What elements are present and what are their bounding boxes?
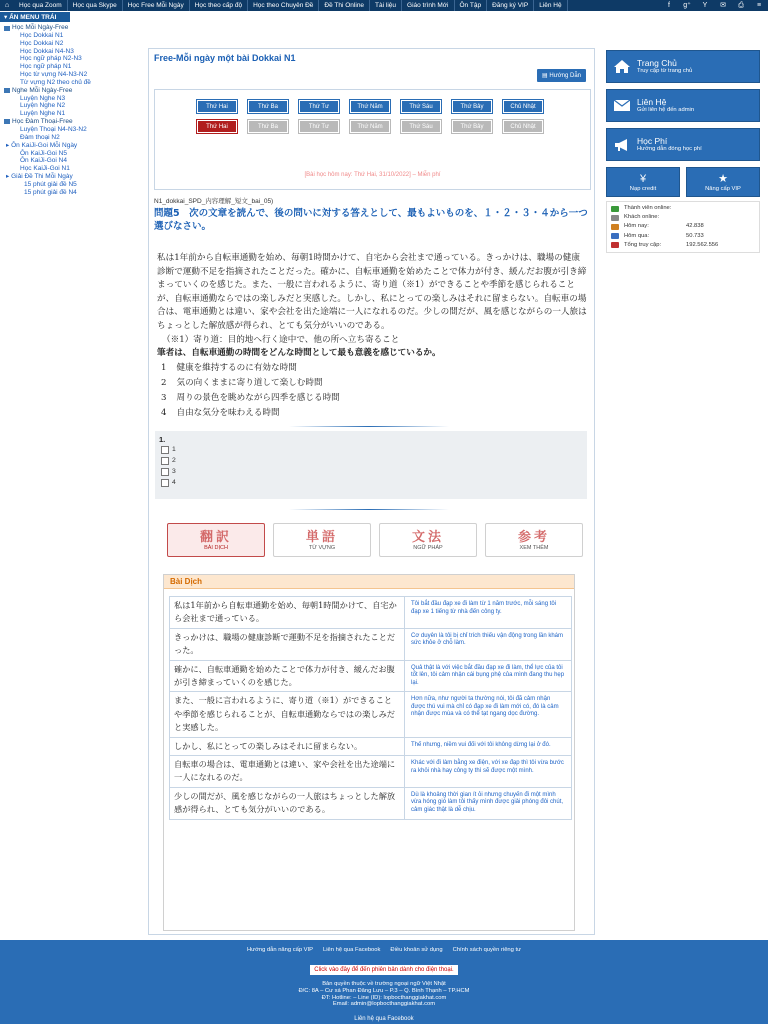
- tab-kanji: 参考: [517, 529, 550, 545]
- social-icon[interactable]: ✉: [720, 2, 726, 9]
- footer-link[interactable]: Chính sách quyền riêng tư: [452, 947, 521, 953]
- menu-group[interactable]: ▸ Giải Đề Thi Mỗi Ngày: [6, 172, 73, 180]
- translation-row: [170, 737, 572, 755]
- stat-icon: [611, 215, 619, 221]
- tab-bài-dịch[interactable]: [167, 523, 265, 557]
- option-text: 健康を維持するのに有効な時間: [176, 362, 297, 373]
- home-link-button[interactable]: [606, 50, 760, 83]
- day-button[interactable]: Thứ Bảy: [452, 100, 492, 113]
- menu-item[interactable]: Ôn KaiJi-Goi N4: [20, 157, 67, 165]
- stat-icon: [611, 206, 619, 212]
- vietnamese-translation: Khác với đi làm bằng xe điện, với xe đạp thì tôi vừa bước ra khỏi nhà hay công ty thì sẽ được một mình.: [405, 756, 572, 788]
- tab-từ-vựng[interactable]: [273, 523, 371, 557]
- menu-item[interactable]: Luyện Nghe N1: [20, 110, 66, 118]
- vietnamese-translation: Thế nhưng, niềm vui đối với tôi không dừng lại ở đó.: [405, 737, 572, 755]
- option-row: [157, 406, 587, 421]
- home-link-title: Trang Chủ: [637, 58, 677, 68]
- day-button[interactable]: Thứ Ba: [248, 100, 288, 113]
- question-id: N1_dokkai_SPD_内容理解_短文_bai_05): [154, 198, 274, 205]
- folder-icon: [4, 88, 10, 93]
- guide-label: Hướng Dẫn: [549, 73, 581, 79]
- menu-item[interactable]: Học Dokkai N4-N3: [20, 47, 74, 55]
- top-menu-item[interactable]: Học qua Skype: [68, 0, 123, 11]
- hide-menu-label: ẨN MENU TRÁI: [9, 14, 57, 21]
- translation-title: Bài Dịch: [164, 575, 574, 589]
- choice-label: 4: [172, 479, 176, 486]
- day-button-disabled[interactable]: Thứ Tư: [299, 120, 339, 133]
- option-number: 4: [161, 407, 167, 418]
- choice-label: 1: [172, 446, 176, 453]
- answer-question-number: 1.: [159, 435, 166, 444]
- tab-xem-thêm[interactable]: [485, 523, 583, 557]
- japanese-sentence: しかし、私にとっての楽しみはそれに留まらない。: [170, 737, 405, 755]
- menu-group[interactable]: [4, 87, 140, 95]
- translation-table: [169, 596, 572, 820]
- answer-choices: [155, 444, 587, 488]
- menu-item[interactable]: Luyện Nghe N3: [20, 94, 66, 102]
- japanese-sentence: 確かに、自転車通勤を始めたことで体力が付き、緩んだお腹が引き締まっていくのを感じた。: [170, 660, 405, 692]
- top-menu-item[interactable]: Học qua Zoom: [14, 0, 68, 11]
- folder-icon: [4, 119, 10, 124]
- top-menu-item[interactable]: Học Free Mỗi Ngày: [123, 0, 190, 11]
- social-icon[interactable]: ≡: [756, 2, 762, 9]
- social-icon[interactable]: g⁺: [683, 2, 691, 9]
- checkbox[interactable]: [161, 457, 169, 465]
- option-number: 2: [161, 377, 167, 388]
- question-stem: 筆者は、自転車通勤の時間をどんな時間として最も意義を感じているか。: [157, 348, 441, 359]
- answer-choice[interactable]: [155, 466, 587, 477]
- footer-links: [0, 940, 768, 953]
- weekly-schedule: [154, 89, 591, 190]
- mobile-version-link[interactable]: Click vào đây để đến phiên bản dành cho điện thoại.: [310, 965, 457, 975]
- top-menu: [14, 0, 568, 11]
- tab-ngữ-pháp[interactable]: [379, 523, 477, 557]
- right-sidebar: [606, 50, 760, 253]
- hide-menu-button[interactable]: ▾ ẨN MENU TRÁI: [0, 12, 70, 22]
- top-menu-item[interactable]: Ôn Tập: [455, 0, 488, 11]
- tab-kanji: 翻訳: [199, 529, 232, 545]
- japanese-sentence: 私は1年前から自転車通勤を始め、毎朝1時間かけて、自宅から会社まで通っている。: [170, 597, 405, 629]
- option-text: 気の向くままに寄り道して楽しむ時間: [176, 377, 323, 388]
- footer-facebook-link[interactable]: Liên hệ qua Facebook: [354, 1016, 414, 1023]
- translation-row: [170, 660, 572, 692]
- checkbox[interactable]: [161, 468, 169, 476]
- translation-row: [170, 787, 572, 819]
- tab-label: TỪ VỰNG: [308, 544, 336, 551]
- footer-link[interactable]: Hướng dẫn nâng cấp VIP: [247, 947, 314, 953]
- translation-row: [170, 756, 572, 788]
- social-icon[interactable]: Y: [702, 2, 708, 9]
- menu-item[interactable]: Học KaiJi-Goi N1: [20, 165, 70, 173]
- home-icon[interactable]: ⌂: [4, 2, 10, 9]
- stat-row: [611, 241, 755, 250]
- top-menu-item[interactable]: Học theo cấp độ: [190, 0, 248, 11]
- vip-label: Nâng cấp VIP: [705, 185, 741, 192]
- day-row-top: [197, 100, 543, 113]
- contact-button[interactable]: [606, 89, 760, 122]
- stat-label: Thành viên online:: [624, 205, 672, 211]
- left-navigation: [0, 12, 140, 197]
- menu-item[interactable]: 15 phút giải đề N5: [24, 180, 77, 188]
- option-text: 自由な気分を味わえる時間: [176, 407, 280, 418]
- menu-item[interactable]: Học từ vựng N4-N3-N2: [20, 70, 88, 78]
- option-row: [157, 361, 587, 376]
- japanese-sentence: 自転車の場合は、電車通勤とは違い、家や会社を出た途端に一人になれるのだ。: [170, 756, 405, 788]
- top-navigation-bar: [0, 0, 768, 11]
- menu-group[interactable]: [4, 118, 140, 126]
- passage-note: （※1）寄り道：目的地へ行く途中で、他の所へ立ち寄ること: [162, 334, 400, 345]
- option-number: 3: [161, 392, 167, 403]
- menu-item[interactable]: Luyện Thoại N4-N3-N2: [20, 125, 87, 133]
- vietnamese-translation: Dù là khoảng thời gian ít ỏi nhưng chuyến đi một mình vừa hóng gió làm tôi thấy mình được giải phóng đôi chút, cảm giác thật là dễ chịu.: [405, 787, 572, 819]
- top-menu-item[interactable]: Giáo trình Mới: [402, 0, 454, 11]
- guide-button[interactable]: ▤ Hướng Dẫn: [537, 69, 586, 82]
- footer-email: Email: admin@lopbocthanggiakhat.com: [332, 1001, 436, 1008]
- menu-group[interactable]: [4, 24, 140, 32]
- stat-row: [611, 204, 755, 213]
- page-title: Free-Mỗi ngày một bài Dokkai N1: [154, 53, 296, 63]
- day-button-disabled[interactable]: Thứ Bảy: [452, 120, 492, 133]
- menu-group-label: Nghe Mỗi Ngày-Free: [12, 86, 73, 94]
- menu-item[interactable]: Luyện Nghe N2: [20, 102, 66, 110]
- fee-button[interactable]: [606, 128, 760, 161]
- answer-choice[interactable]: [155, 455, 587, 466]
- japanese-sentence: また、一般に言われるように、寄り道（※1）ができることや季節を感じられることが、自転車通勤ならではの楽しみだと実感した。: [170, 692, 405, 737]
- content-tabs: [167, 523, 583, 557]
- divider: [289, 509, 449, 510]
- answer-box: [155, 431, 587, 499]
- reading-passage: [157, 252, 587, 421]
- top-menu-item[interactable]: Tài liệu: [370, 0, 402, 11]
- menu-item[interactable]: Đàm thoại N2: [20, 133, 60, 141]
- menu-item[interactable]: 15 phút giải đề N4: [24, 188, 77, 196]
- footer-link[interactable]: Điều khoản sử dụng: [390, 947, 443, 953]
- answer-choice[interactable]: [155, 444, 587, 455]
- footer: [0, 940, 768, 1024]
- translation-row: [170, 628, 572, 660]
- vietnamese-translation: Tôi bắt đầu đạp xe đi làm từ 1 năm trước, mỗi sáng tôi đạp xe 1 tiếng từ nhà đến công ty.: [405, 597, 572, 629]
- stat-label: Hôm nay:: [624, 223, 649, 230]
- social-icon[interactable]: f: [668, 2, 670, 9]
- choice-label: 2: [172, 457, 176, 464]
- option-number: 1: [161, 362, 167, 373]
- menu-tree: [0, 24, 140, 197]
- menu-item[interactable]: Từ vựng N2 theo chủ đề: [20, 78, 91, 86]
- envelope-icon: [607, 100, 637, 111]
- vietnamese-translation: Quả thật là với việc bắt đầu đạp xe đi làm, thể lực của tôi tốt lên, tôi cảm nhận cái bụng phệ của mình đang thu hẹp lại.: [405, 660, 572, 692]
- option-row: [157, 391, 587, 406]
- footer-link[interactable]: Liên hệ qua Facebook: [323, 947, 381, 953]
- stat-label: Hôm qua:: [624, 232, 650, 239]
- passage-text: 私は1年前から自転車通勤を始め、毎朝1時間かけて、自宅から会社まで通っている。きっかけは、職場の健康診断で運動不足を指摘されたことだった。確かに、自転車通勤を始めたことで体力が付き、緩んだお腹が引き締まっていくのを感じた。また、一般に言われるように、寄り道（※1）ができることや季節を感じられることが、自転車通勤ならではの楽しみだと実感した。しかし、私にとっての楽しみはそれに留まらない。自転車の場合は、電車通勤とは違い、家や会社を出た途端に一人になれるのだ。少しの間だが、風を感じながらの一人旅はちょっとした解放感が得られ、とても気分がいいのである。: [157, 253, 587, 331]
- footer-address: Đ/C: 8A – Cư xá Phan Đăng Lưu – P.3 – Q. Bình Thạnh – TP.HCM: [298, 987, 470, 994]
- translation-row: [170, 692, 572, 737]
- stat-value: 50.733: [686, 232, 704, 239]
- option-text: 周りの景色を眺めながら四季を感じる時間: [176, 392, 340, 403]
- top-menu-item[interactable]: Liên Hệ: [534, 0, 567, 11]
- day-button-disabled[interactable]: Chủ Nhật: [503, 120, 543, 133]
- day-button[interactable]: Chủ Nhật: [503, 100, 543, 113]
- menu-item[interactable]: Học Dokkai N1: [20, 32, 64, 39]
- question-title: 問題5 次の文章を読んで、後の問いに対する答えとして、最もよいものを、１・２・３・４から一つ選びなさい。: [154, 208, 588, 232]
- menu-group-label: Ôn KaiJi-Goi Mỗi Ngày: [11, 141, 78, 149]
- social-links: [660, 0, 768, 11]
- vietnamese-translation: Cơ duyên là tôi bị chỉ trích thiếu vận động trong lần khám sức khỏe ở chỗ làm.: [405, 628, 572, 660]
- yen-icon: ¥: [639, 172, 647, 185]
- option-row: [157, 376, 587, 391]
- top-menu-item[interactable]: Đăng ký VIP: [487, 0, 534, 11]
- day-button[interactable]: Thứ Sáu: [401, 100, 441, 113]
- answer-choice[interactable]: [155, 477, 587, 488]
- japanese-sentence: きっかけは、職場の健康診断で運動不足を指摘されたことだった。: [170, 628, 405, 660]
- stat-icon: [611, 233, 619, 239]
- tab-kanji: 文法: [411, 529, 444, 545]
- day-button-disabled[interactable]: Thứ Năm: [350, 120, 390, 133]
- stat-icon: [611, 242, 619, 248]
- stat-icon: [611, 224, 619, 230]
- top-menu-item[interactable]: Học theo Chuyên Đề: [248, 0, 319, 11]
- credit-label: Nạp credit: [629, 185, 657, 192]
- stat-label: Tổng truy cập:: [624, 241, 662, 248]
- menu-group[interactable]: ▸ Ôn KaiJi-Goi Mỗi Ngày: [6, 141, 78, 149]
- day-button-disabled[interactable]: Thứ Sáu: [401, 120, 441, 133]
- day-button-current[interactable]: Thứ Hai: [197, 120, 237, 133]
- japanese-sentence: 少しの間だが、風を感じながらの一人旅はちょっとした解放感が得られ、とても気分がいいのである。: [170, 787, 405, 819]
- translation-box: [163, 574, 575, 931]
- stat-row: [611, 213, 755, 222]
- vietnamese-translation: Hơn nữa, như người ta thường nói, tôi đã cảm nhận được thú vui mà chỉ có đạp xe đi làm mới có, đó là cảm nhận được mùa và có thể tạt ngang dọc đường.: [405, 692, 572, 737]
- footer-phone: ĐT: Hotline: – Line (ID): lopbocthanggiakhat.com: [321, 994, 447, 1001]
- stat-value: 192.562.556: [686, 241, 719, 248]
- menu-item[interactable]: Học Dokkai N2: [20, 39, 64, 47]
- options-list: [157, 361, 587, 421]
- main-panel: [148, 48, 595, 935]
- vip-button[interactable]: [686, 167, 760, 197]
- folder-icon: [4, 26, 10, 31]
- translation-row: [170, 597, 572, 629]
- day-button[interactable]: Thứ Hai: [197, 100, 237, 113]
- megaphone-icon: [607, 139, 637, 151]
- credit-vip-row: [606, 167, 760, 197]
- stat-label: Khách online:: [624, 214, 660, 221]
- day-button[interactable]: Thứ Tư: [299, 100, 339, 113]
- menu-group-label: Học Đàm Thoại-Free: [12, 117, 73, 125]
- fee-sub: Hướng dẫn đóng học phí: [637, 146, 702, 152]
- stat-row: [611, 222, 755, 231]
- fee-title: Học Phí: [637, 136, 668, 146]
- choice-label: 3: [172, 468, 176, 475]
- house-icon: [607, 60, 637, 73]
- top-menu-item[interactable]: Đề Thi Online: [319, 0, 370, 11]
- social-icon[interactable]: ⎙: [738, 2, 744, 9]
- day-button[interactable]: Thứ Năm: [350, 100, 390, 113]
- home-link-sub: Truy cập từ trang chủ: [637, 68, 693, 74]
- tab-label: NGỮ PHÁP: [413, 544, 443, 551]
- stat-value: 42.838: [686, 223, 704, 230]
- contact-sub: Gửi liên hệ đến admin: [637, 107, 695, 113]
- star-icon: ★: [718, 172, 728, 185]
- day-row-bottom: [197, 120, 543, 133]
- menu-group-label: Giải Đề Thi Mỗi Ngày: [11, 172, 73, 180]
- footer-copyright: Bản quyền thuộc về trường ngoại ngữ Việt Nhật: [322, 981, 446, 987]
- checkbox[interactable]: [161, 479, 169, 487]
- visitor-stats: [606, 201, 760, 253]
- checkbox[interactable]: [161, 446, 169, 454]
- tab-label: BÀI DỊCH: [204, 544, 228, 551]
- tab-kanji: 単語: [305, 529, 338, 545]
- study-note: [Bài học hôm nay: Thứ Hai, 31/10/2022] – Miễn phí: [304, 172, 441, 178]
- tab-label: XEM THÊM: [519, 544, 549, 551]
- day-button-disabled[interactable]: Thứ Ba: [248, 120, 288, 133]
- contact-title: Liên Hệ: [637, 97, 667, 107]
- menu-item[interactable]: Học ngữ pháp N2-N3: [20, 55, 82, 63]
- menu-item[interactable]: Ôn KaiJi-Goi N5: [20, 149, 67, 157]
- menu-item[interactable]: Học ngữ pháp N1: [20, 63, 72, 71]
- divider: [289, 426, 449, 427]
- stat-row: [611, 232, 755, 241]
- credit-button[interactable]: [606, 167, 680, 197]
- menu-group-label: Học Mỗi Ngày-Free: [12, 24, 69, 31]
